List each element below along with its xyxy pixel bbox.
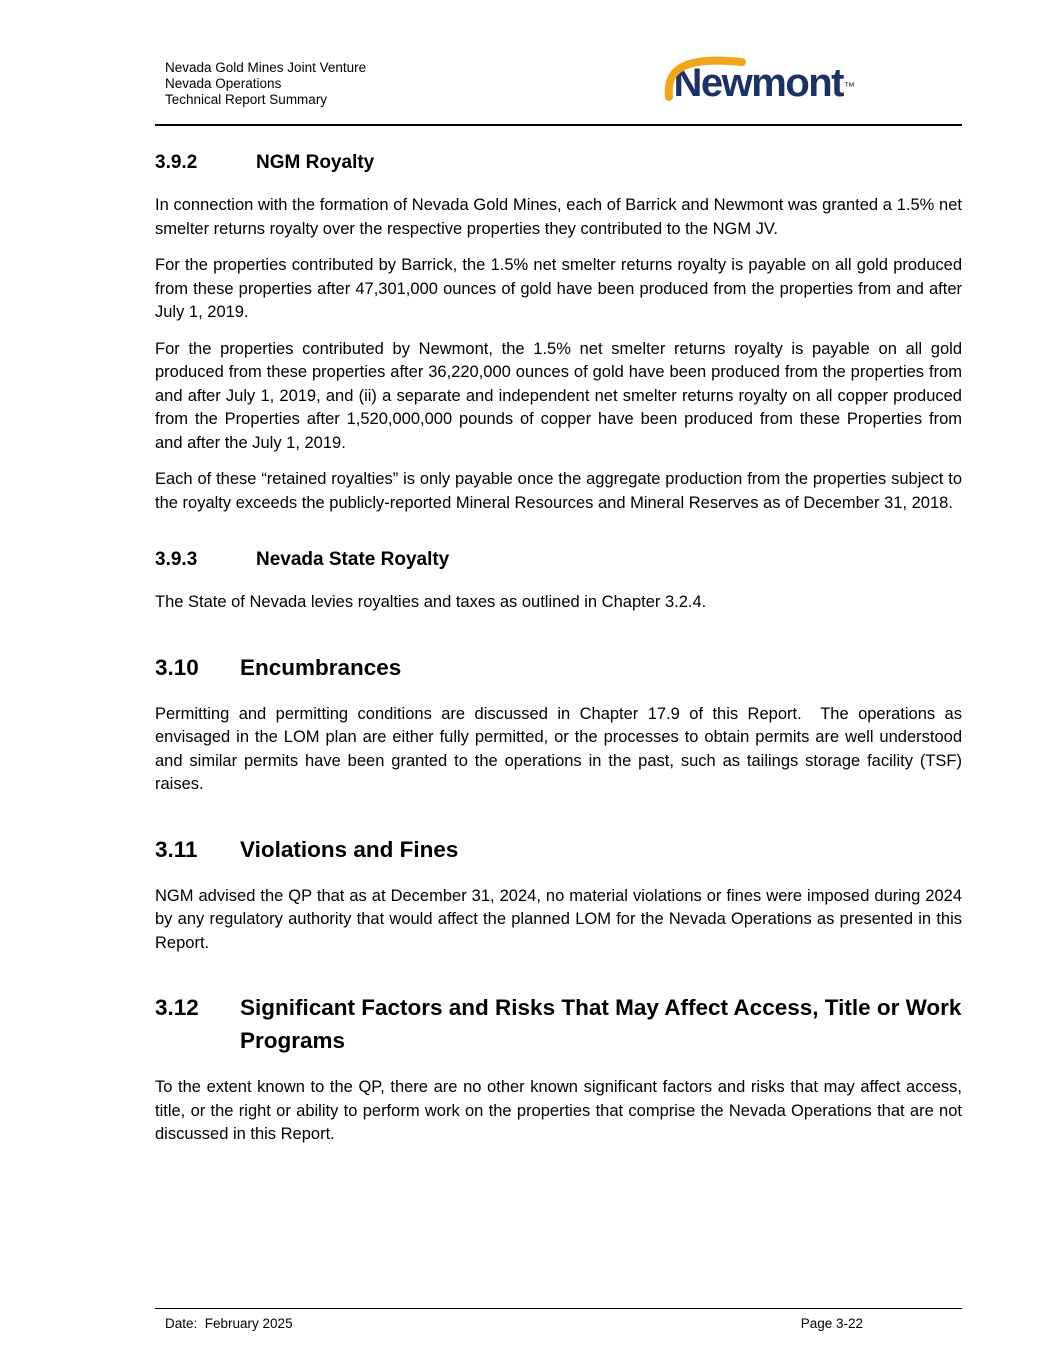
header-line-company: Nevada Gold Mines Joint Venture [165, 60, 367, 75]
paragraph: For the properties contributed by Barrick, the 1.5% net smelter returns royalty is payable on all gold produced from these properties after 47,301,000 ounces of gold have been produced from the properties from and after July 1, 2019. [155, 256, 962, 321]
section-heading [155, 151, 962, 175]
footer-page-number: Page 3-22 [800, 1316, 863, 1331]
paragraph: In connection with the formation of Nevada Gold Mines, each of Barrick and Newmont was granted a 1.5% net smelter returns royalty over the respective properties they contributed to the NGM JV. [155, 196, 962, 238]
paragraph: The State of Nevada levies royalties and taxes as outlined in Chapter 3.2.4. [155, 593, 707, 611]
section-number: 3.10 [155, 654, 199, 680]
section-title: NGM Royalty [256, 152, 375, 173]
paragraph: Each of these “retained royalties” is only payable once the aggregate production from the properties subject to the royalty exceeds the publicly-reported Mineral Resources and Mineral Reserves as of December 31, 2018. [155, 470, 962, 512]
page-header [155, 60, 962, 126]
section-3-9-2-ngm-royalty [155, 151, 962, 515]
section-heading [155, 548, 962, 572]
section-3-9-3-nevada-state-royalty [155, 548, 962, 615]
header-line-report: Technical Report Summary [165, 92, 328, 107]
paragraph: Permitting and permitting conditions are discussed in Chapter 17.9 of this Report. The operations as envisaged in the LOM plan are either fully permitted, or the processes to obtain permits are well understood and similar permits have been granted to the operations in the past, such as tailings storage facility (TSF) raises. [155, 704, 962, 793]
paragraph: To the extent known to the QP, there are no other known significant factors and risks that may affect access, title, or the right or ability to perform work on the properties that comprise the Nevada Operations that are not discussed in this Report. [155, 1078, 962, 1143]
section-3-10-encumbrances [155, 651, 962, 797]
trademark-symbol: ™ [844, 81, 855, 93]
footer-date: Date: February 2025 [165, 1316, 293, 1331]
header-row [155, 60, 962, 108]
header-line-operations: Nevada Operations [165, 76, 282, 91]
section-3-11-violations-and-fines [155, 833, 962, 956]
section-number: 3.9.2 [155, 152, 198, 173]
section-3-12-significant-factors [155, 991, 962, 1147]
paragraph: For the properties contributed by Newmont, the 1.5% net smelter returns royalty is payable on all gold produced from these properties after 36,220,000 ounces of gold have been produced from the properties from and after July 1, 2019, and (ii) a separate and independent net smelter returns royalty on all copper produced from the Properties after 1,520,000,000 pounds of copper have been produced from these Properties from and after the July 1, 2019. [155, 339, 962, 452]
section-number: 3.9.3 [155, 549, 198, 570]
newmont-logo [674, 62, 856, 104]
newmont-logo-text: Newmont [673, 61, 843, 105]
section-number: 3.12 [155, 995, 199, 1020]
page-footer [155, 1308, 962, 1331]
section-heading [155, 651, 962, 684]
section-title: Significant Factors and Risks That May Affect Access, Title or Work Programs [240, 995, 962, 1053]
document-body [155, 126, 962, 1308]
header-titleblock [155, 60, 366, 108]
section-number: 3.11 [155, 836, 198, 862]
paragraph: NGM advised the QP that as at December 31, 2024, no material violations or fines were imposed during 2024 by any regulatory authority that would affect the planned LOM for the Nevada Operations as presented in this Report. [155, 886, 962, 952]
section-title: Nevada State Royalty [256, 549, 450, 570]
section-title: Encumbrances [240, 654, 402, 680]
footer-row [155, 1309, 962, 1331]
section-title: Violations and Fines [240, 836, 459, 862]
section-heading [155, 833, 962, 866]
section-heading [155, 991, 962, 1057]
